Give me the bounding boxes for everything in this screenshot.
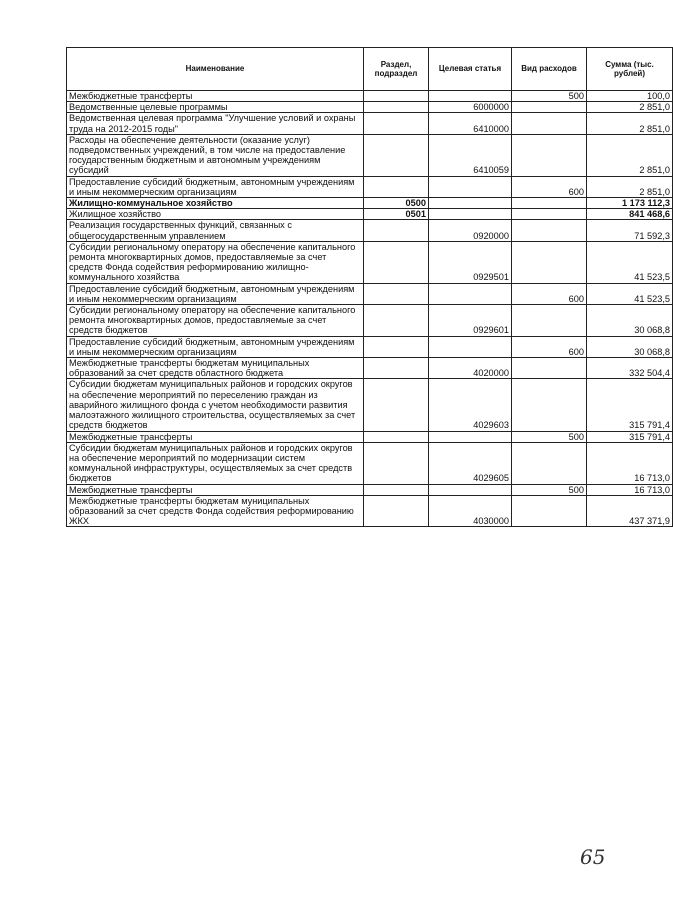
cell-sum: 332 504,4	[587, 358, 673, 379]
cell-name: Предоставление субсидий бюджетным, автономным учреждениям и иным некоммерческим организациям	[67, 336, 364, 357]
cell-kind	[512, 209, 587, 220]
cell-name: Межбюджетные трансферты бюджетам муниципальных образований за счет средств областного бюджета	[67, 358, 364, 379]
cell-target: 4029605	[429, 442, 512, 484]
cell-section	[364, 134, 429, 176]
cell-sum: 315 791,4	[587, 379, 673, 431]
cell-sum: 16 713,0	[587, 484, 673, 495]
cell-target	[429, 91, 512, 102]
cell-target	[429, 198, 512, 209]
table-row	[67, 283, 673, 304]
cell-target: 4029603	[429, 379, 512, 431]
cell-sum: 2 851,0	[587, 102, 673, 113]
cell-target: 4020000	[429, 358, 512, 379]
table-header	[67, 48, 673, 91]
cell-sum: 30 068,8	[587, 336, 673, 357]
table-row	[67, 198, 673, 209]
table-row	[67, 113, 673, 134]
cell-kind	[512, 198, 587, 209]
table-row	[67, 102, 673, 113]
cell-name: Жилищное хозяйство	[67, 209, 364, 220]
cell-section	[364, 495, 429, 527]
header-sum: Сумма (тыс. рублей)	[587, 48, 673, 91]
cell-name: Ведомственные целевые программы	[67, 102, 364, 113]
cell-name: Предоставление субсидий бюджетным, автономным учреждениям и иным некоммерческим организациям	[67, 283, 364, 304]
cell-target	[429, 336, 512, 357]
cell-target: 4030000	[429, 495, 512, 527]
cell-kind: 600	[512, 283, 587, 304]
cell-kind	[512, 495, 587, 527]
table-row	[67, 220, 673, 241]
cell-kind	[512, 113, 587, 134]
cell-name: Межбюджетные трансферты бюджетам муниципальных образований за счет средств Фонда содействия реформированию ЖКХ	[67, 495, 364, 527]
cell-section	[364, 283, 429, 304]
cell-kind	[512, 358, 587, 379]
cell-section	[364, 431, 429, 442]
cell-section	[364, 336, 429, 357]
cell-name: Субсидии региональному оператору на обеспечение капитального ремонта многоквартирных домов, предоставляемые за счет средств бюджетов	[67, 305, 364, 337]
cell-kind: 600	[512, 176, 587, 197]
cell-sum: 30 068,8	[587, 305, 673, 337]
cell-target	[429, 484, 512, 495]
cell-target: 6000000	[429, 102, 512, 113]
cell-section	[364, 442, 429, 484]
cell-kind	[512, 442, 587, 484]
cell-section	[364, 91, 429, 102]
cell-kind: 500	[512, 484, 587, 495]
cell-target	[429, 176, 512, 197]
cell-name: Межбюджетные трансферты	[67, 91, 364, 102]
table-row	[67, 91, 673, 102]
budget-table	[66, 47, 673, 527]
cell-target: 0929501	[429, 241, 512, 283]
cell-section	[364, 305, 429, 337]
cell-kind: 500	[512, 91, 587, 102]
cell-sum: 2 851,0	[587, 113, 673, 134]
table-body	[67, 91, 673, 527]
cell-name: Жилищно-коммунальное хозяйство	[67, 198, 364, 209]
table-row	[67, 484, 673, 495]
cell-sum: 315 791,4	[587, 431, 673, 442]
cell-name: Расходы на обеспечение деятельности (оказание услуг) подведомственных учреждений, в том числе на предоставление государственным бюджетным и автономным учреждениям субсидий	[67, 134, 364, 176]
cell-kind	[512, 305, 587, 337]
cell-kind	[512, 220, 587, 241]
header-kind: Вид расходов	[512, 48, 587, 91]
table-row	[67, 134, 673, 176]
cell-section	[364, 220, 429, 241]
cell-section	[364, 358, 429, 379]
cell-sum: 100,0	[587, 91, 673, 102]
cell-target: 0929601	[429, 305, 512, 337]
cell-section: 0500	[364, 198, 429, 209]
cell-name: Межбюджетные трансферты	[67, 484, 364, 495]
table-row	[67, 209, 673, 220]
header-target: Целевая статья	[429, 48, 512, 91]
table-row	[67, 336, 673, 357]
cell-kind: 500	[512, 431, 587, 442]
table-row	[67, 442, 673, 484]
cell-section	[364, 241, 429, 283]
cell-target	[429, 283, 512, 304]
cell-sum: 437 371,9	[587, 495, 673, 527]
cell-name: Субсидии региональному оператору на обеспечение капитального ремонта многоквартирных домов, предоставляемые за счет средств Фонда содействия реформированию жилищно-коммунального хозяйства	[67, 241, 364, 283]
cell-name: Ведомственная целевая программа "Улучшение условий и охраны труда на 2012-2015 годы"	[67, 113, 364, 134]
table-row	[67, 431, 673, 442]
cell-sum: 41 523,5	[587, 241, 673, 283]
cell-name: Предоставление субсидий бюджетным, автономным учреждениям и иным некоммерческим организациям	[67, 176, 364, 197]
cell-sum: 2 851,0	[587, 134, 673, 176]
cell-sum: 16 713,0	[587, 442, 673, 484]
cell-section	[364, 379, 429, 431]
cell-section	[364, 102, 429, 113]
cell-sum: 71 592,3	[587, 220, 673, 241]
page-number: 65	[580, 845, 606, 869]
cell-section	[364, 113, 429, 134]
cell-name: Субсидии бюджетам муниципальных районов и городских округов на обеспечение мероприятий по переселению граждан из аварийного жилищного фонда с учетом необходимости развития малоэтажного жилищного строительства, осуществляемых за счет средств бюджетов	[67, 379, 364, 431]
cell-section	[364, 176, 429, 197]
table-row	[67, 379, 673, 431]
table-row	[67, 241, 673, 283]
cell-target: 6410000	[429, 113, 512, 134]
cell-name: Межбюджетные трансферты	[67, 431, 364, 442]
table-row	[67, 305, 673, 337]
cell-sum: 841 468,6	[587, 209, 673, 220]
cell-name: Субсидии бюджетам муниципальных районов и городских округов на обеспечение мероприятий по модернизации систем коммунальной инфраструктуры, осуществляемых за счет средств бюджетов	[67, 442, 364, 484]
cell-kind: 600	[512, 336, 587, 357]
cell-kind	[512, 102, 587, 113]
cell-target: 0920000	[429, 220, 512, 241]
cell-target: 6410059	[429, 134, 512, 176]
cell-target	[429, 431, 512, 442]
cell-name: Реализация государственных функций, связанных с общегосударственным управлением	[67, 220, 364, 241]
cell-kind	[512, 379, 587, 431]
cell-sum: 41 523,5	[587, 283, 673, 304]
cell-kind	[512, 241, 587, 283]
table-row	[67, 495, 673, 527]
cell-sum: 1 173 112,3	[587, 198, 673, 209]
header-section: Раздел, подраздел	[364, 48, 429, 91]
header-name: Наименование	[67, 48, 364, 91]
table-row	[67, 176, 673, 197]
cell-section: 0501	[364, 209, 429, 220]
cell-kind	[512, 134, 587, 176]
cell-section	[364, 484, 429, 495]
cell-target	[429, 209, 512, 220]
cell-sum: 2 851,0	[587, 176, 673, 197]
table-row	[67, 358, 673, 379]
